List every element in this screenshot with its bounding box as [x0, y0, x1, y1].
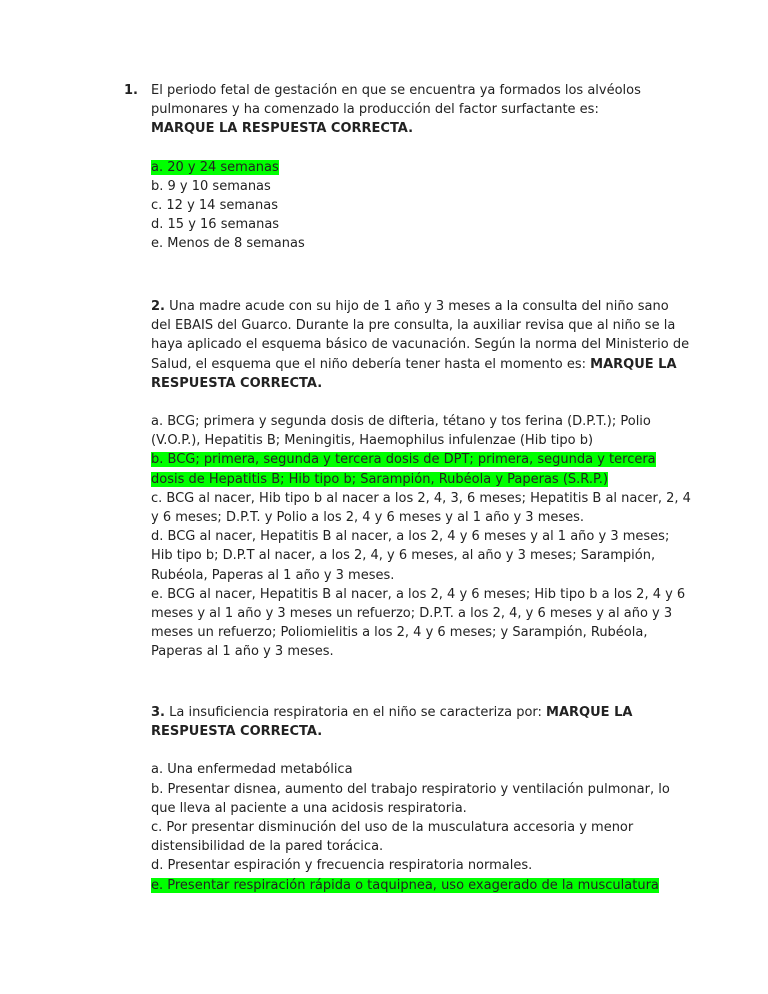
question-2-options [151, 412, 691, 662]
question-2-option-e: e. BCG al nacer, Hepatitis B al nacer, a los 2, 4 y 6 meses; Hib tipo b a los 2, 4 y 6 meses y al 1 año y 3 meses un refuerzo; D.P.T. a los 2, 4, y 6 meses y al año y 3 meses un refuerzo; Poliomielitis a los 2, 4 y 6 meses; y Sarampión, Rubéola, Paperas al 1 año y 3 meses. [151, 586, 686, 660]
question-2-text: 2. Una madre acude con su hijo de 1 año y 3 meses a la consulta del niño sano del EBAIS del Guarco. Durante la pre consulta, la auxiliar revisa que al niño se la haya aplicado el esquema básico de vacunación. Según la norma del Ministerio de Salud, el esquema que el niño debería tener hasta el momento es: MARQUE LA RESPUESTA CORRECTA. [151, 299, 690, 391]
question-2-option-a: a. BCG; primera y segunda dosis de difteria, tétano y tos ferina (D.P.T.); Polio (V.O.P.), Hepatitis B; Meningitis, Haemophilus infulenzae (Hib tipo b) [151, 414, 651, 449]
question-1-number: 1. [124, 83, 138, 98]
question-2-option-d: d. BCG al nacer, Hepatitis B al nacer, a los 2, 4 y 6 meses y al 1 año y 3 meses; Hib tipo b; D.P.T al nacer, a los 2, 4, y 6 meses, al año y 3 meses; Sarampión, Rubéola, Paperas al 1 año y 3 meses. [151, 529, 670, 583]
question-2-instruction: MARQUE LA RESPUESTA CORRECTA. [151, 356, 677, 391]
question-1-text: El periodo fetal de gestación en que se encuentra ya formados los alvéolos pulmonares y ha comenzado la producción del factor surfactante es: MARQUE LA RESPUESTA CORRECTA. [151, 83, 641, 137]
question-3-instruction: MARQUE LA RESPUESTA CORRECTA. [151, 705, 633, 740]
question-1-option-e: e. Menos de 8 semanas [151, 236, 305, 252]
question-1-option-d: d. 15 y 16 semanas [151, 217, 280, 233]
question-2-number: 2. [151, 299, 165, 314]
question-1-options [151, 158, 664, 254]
question-3-option-b: b. Presentar disnea, aumento del trabajo respiratorio y ventilación pulmonar, lo que lleva al paciente a una acidosis respiratoria. [151, 781, 670, 816]
question-1-option-c: c. 12 y 14 semanas [151, 198, 278, 214]
question-1 [124, 81, 664, 254]
question-2-option-c: c. BCG al nacer, Hib tipo b al nacer a los 2, 4, 3, 6 meses; Hepatitis B al nacer, 2, 4 y 6 meses; D.P.T. y Polio a los 2, 4 y 6 meses y al 1 año y 3 meses. [151, 490, 691, 526]
question-2-option-b: b. BCG; primera, segunda y tercera dosis de DPT; primera, segunda y tercera dosis de Hepatitis B; Hib tipo b; Sarampión, Rubéola y Paperas (S.R.P.) [151, 452, 656, 487]
question-3-option-a: a. Una enfermedad metabólica [151, 762, 353, 778]
question-3-text: 3. La insuficiencia respiratoria en el niño se caracteriza por: MARQUE LA RESPUESTA CORRECTA. [151, 705, 633, 740]
question-3-option-d: d. Presentar espiración y frecuencia respiratoria normales. [151, 858, 533, 874]
question-3-option-c: c. Por presentar disminución del uso de la musculatura accesoria y menor distensibilidad de la pared torácica. [151, 820, 634, 855]
question-2 [124, 297, 691, 662]
question-1-option-a: a. 20 y 24 semanas [151, 159, 279, 175]
question-1-option-b: b. 9 y 10 semanas [151, 178, 271, 194]
question-1-instruction: MARQUE LA RESPUESTA CORRECTA. [151, 121, 414, 137]
question-3 [124, 703, 691, 895]
question-3-number: 3. [151, 705, 165, 720]
question-3-options [151, 760, 691, 894]
question-3-option-e: e. Presentar respiración rápida o taquipnea, uso exagerado de la musculatura [151, 877, 659, 893]
